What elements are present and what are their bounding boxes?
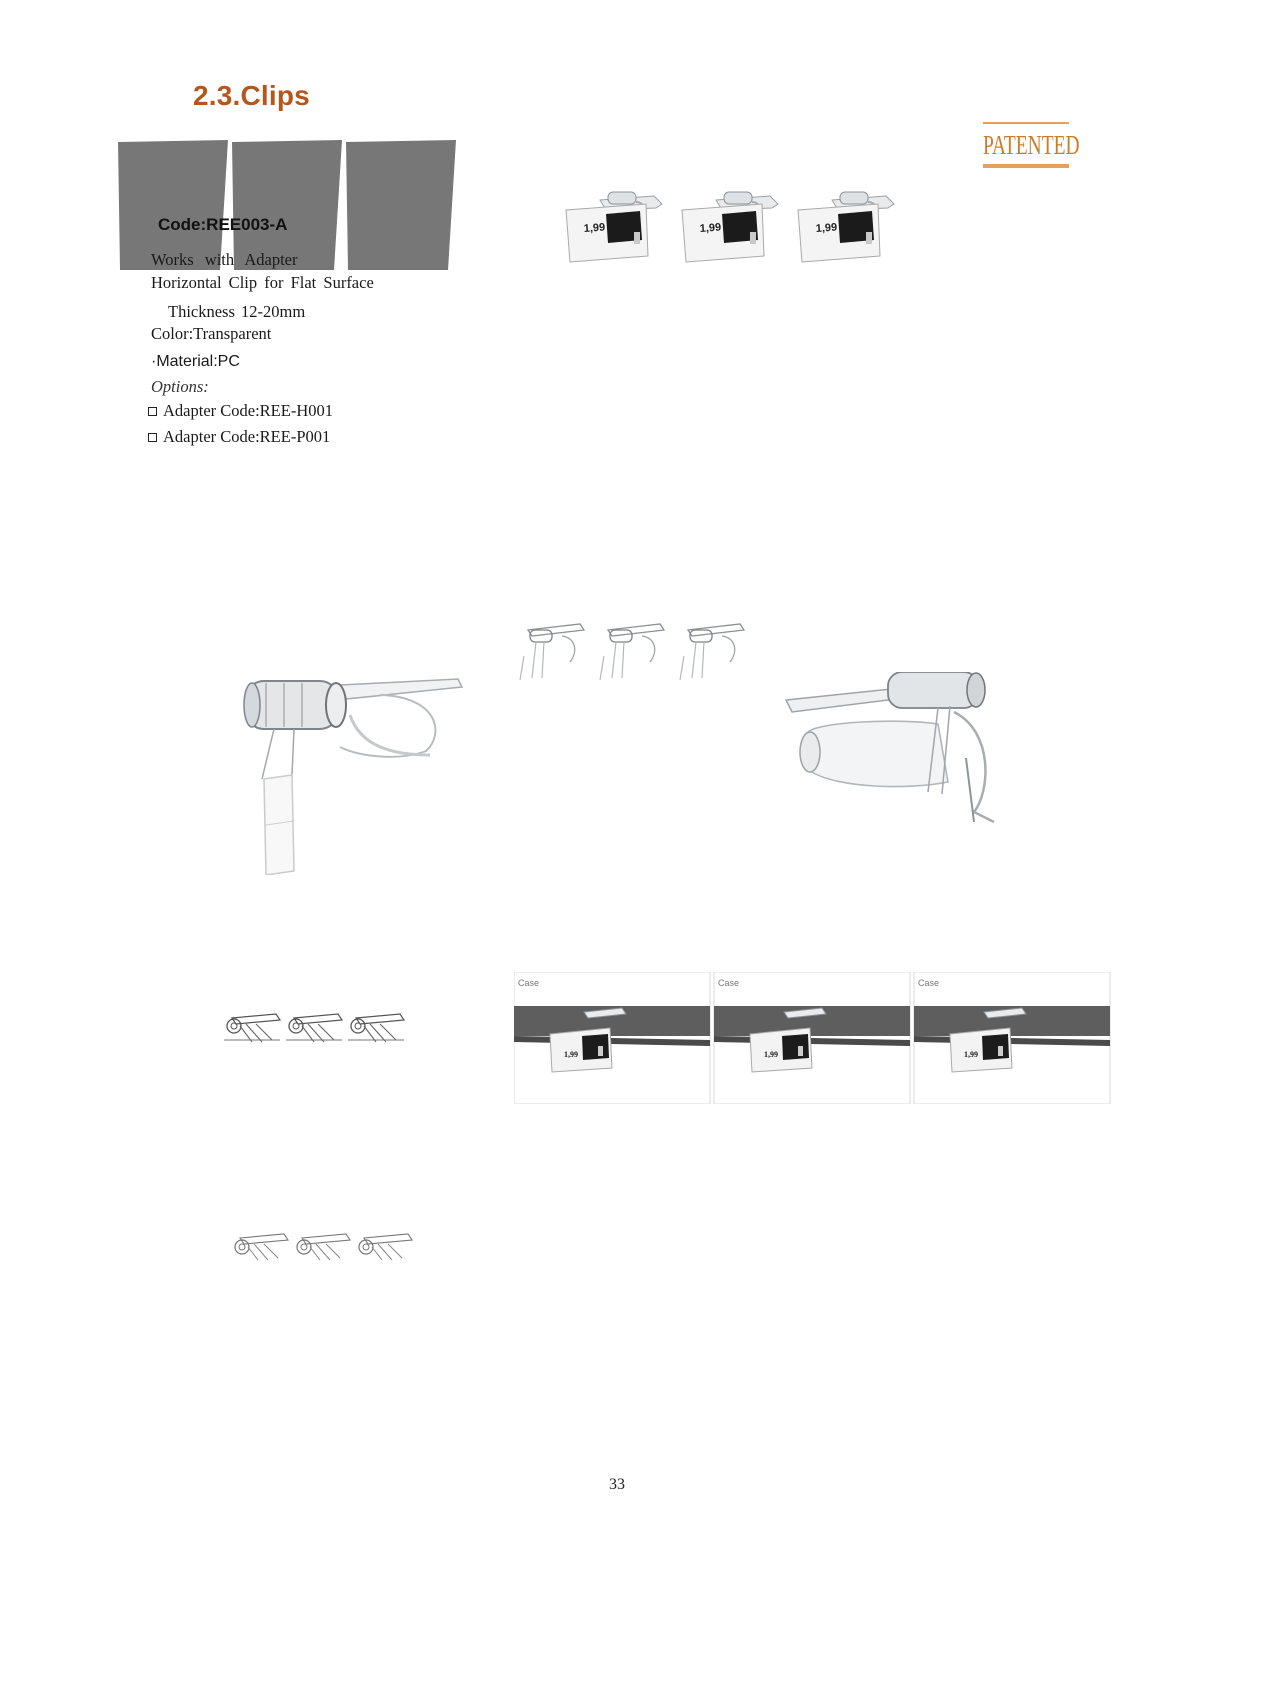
case-label: Case bbox=[918, 978, 940, 988]
clip-drawing-thumbnails-2 bbox=[228, 1232, 418, 1262]
material-text: ·Material:PC bbox=[151, 353, 240, 370]
case-price: 1,99 bbox=[564, 1050, 578, 1059]
clip-side-thumbnails bbox=[514, 622, 754, 686]
product-code: Code:REE003-A bbox=[158, 215, 288, 234]
options-label: Options: bbox=[151, 377, 209, 396]
case-photo-strip bbox=[514, 972, 1112, 1104]
patented-stamp: PATENTED bbox=[983, 122, 1069, 170]
clip-large-side-photo bbox=[778, 672, 1058, 842]
thickness-text: Thickness 12-20mm bbox=[168, 302, 306, 321]
clip-large-front-photo bbox=[240, 675, 470, 875]
checkbox-icon bbox=[148, 433, 157, 442]
option-item bbox=[148, 401, 333, 421]
case-label: Case bbox=[518, 978, 540, 988]
clip-with-label-photos bbox=[560, 178, 920, 278]
description-text: Horizontal Clip for Flat Surface bbox=[151, 273, 374, 292]
option-text: Adapter Code:REE-H001 bbox=[163, 401, 334, 420]
option-item bbox=[148, 427, 330, 447]
section-title: 2.3.Clips bbox=[193, 80, 310, 111]
color-text: Color:Transparent bbox=[151, 324, 272, 343]
checkbox-icon bbox=[148, 407, 157, 416]
page-number: 33 bbox=[609, 1476, 625, 1493]
case-label: Case bbox=[718, 978, 740, 988]
case-price: 1,99 bbox=[964, 1050, 978, 1059]
option-text: Adapter Code:REE-P001 bbox=[163, 427, 331, 446]
clip-drawing-thumbnails bbox=[222, 1012, 412, 1044]
case-price: 1,99 bbox=[764, 1050, 778, 1059]
works-with-text: Works with Adapter bbox=[151, 250, 298, 269]
